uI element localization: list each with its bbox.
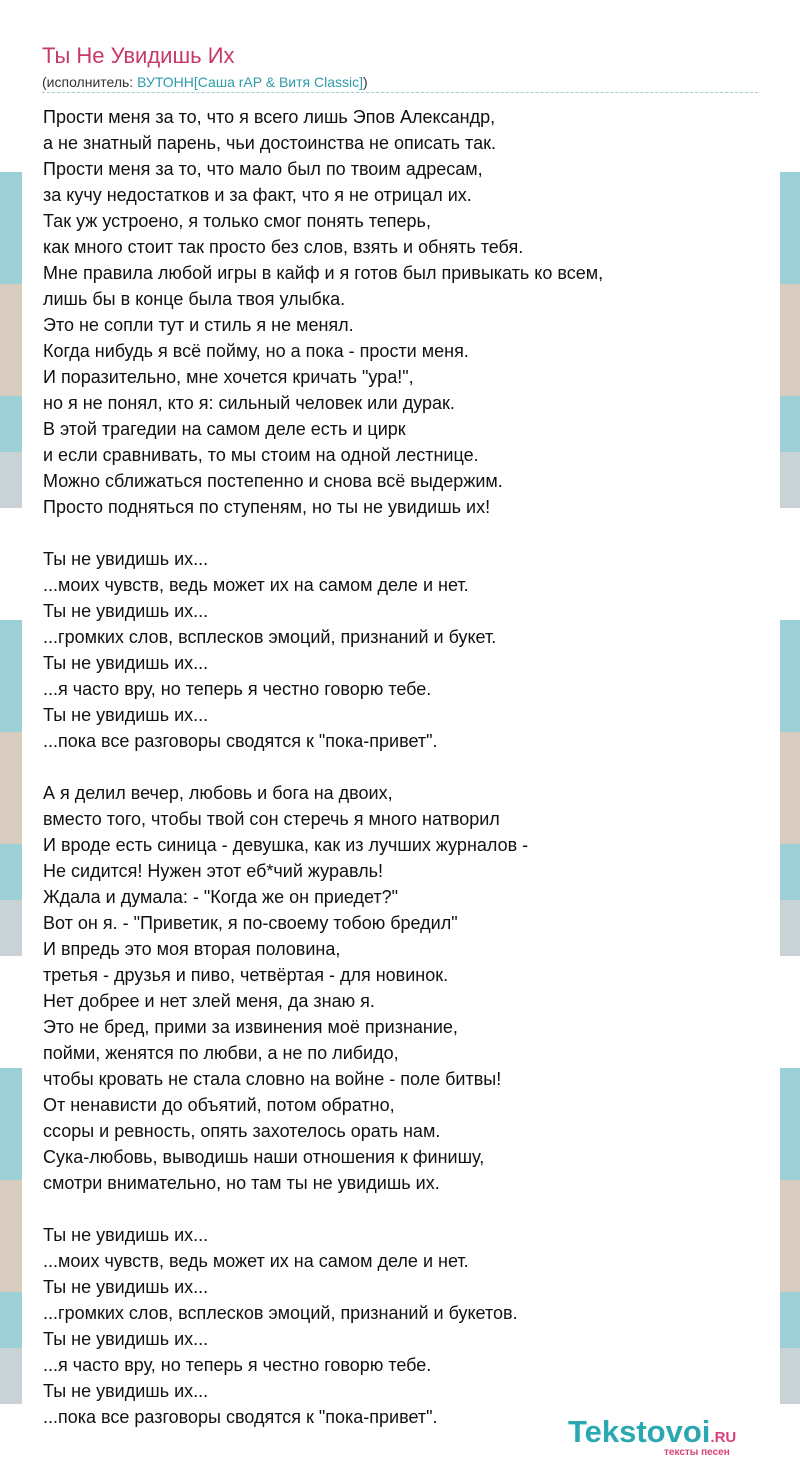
lyric-line: смотри внимательно, но там ты не увидишь их. <box>43 1173 440 1193</box>
stanza-break <box>43 754 759 780</box>
lyric-line: ...моих чувств, ведь может их на самом деле и нет. <box>43 575 469 595</box>
lyric-line: В этой трагедии на самом деле есть и цирк <box>43 419 406 439</box>
lyric-line: Просто подняться по ступеням, но ты не увидишь их! <box>43 497 491 517</box>
stanza-break <box>43 1196 759 1222</box>
artist-link[interactable]: ВУТОНН[Саша rAP & Витя Classic] <box>137 74 363 90</box>
lyric-line: Не сидится! Нужен этот еб*чий журавль! <box>43 861 384 881</box>
lyric-line: Когда нибудь я всё пойму, но а пока - прости меня. <box>43 341 469 361</box>
lyric-line: Прости меня за то, что я всего лишь Эпов Александр, <box>43 107 496 127</box>
lyric-line: Ты не увидишь их... <box>43 1277 209 1297</box>
lyric-line: Сука-любовь, выводишь наши отношения к финишу, <box>43 1147 485 1167</box>
lyric-line: Прости меня за то, что мало был по твоим адресам, <box>43 159 483 179</box>
lyric-line: Это не сопли тут и стиль я не менял. <box>43 315 354 335</box>
logo-tagline: тексты песен <box>664 1447 730 1458</box>
lyric-line: И вроде есть синица - девушка, как из лучших журналов - <box>43 835 529 855</box>
lyric-line: чтобы кровать не стала словно на войне - поле битвы! <box>43 1069 502 1089</box>
lyric-line: Так уж устроено, я только смог понять теперь, <box>43 211 431 231</box>
logo-tld: .RU <box>710 1429 737 1446</box>
lyric-line: Ты не увидишь их... <box>43 1225 209 1245</box>
artist-suffix: ) <box>363 74 368 90</box>
lyric-line: вместо того, чтобы твой сон стеречь я много натворил <box>43 809 500 829</box>
lyric-line: лишь бы в конце была твоя улыбка. <box>43 289 346 309</box>
lyric-line: и если сравнивать, то мы стоим на одной лестнице. <box>43 445 479 465</box>
stanza-break <box>43 520 759 546</box>
artist-line <box>42 73 758 91</box>
lyric-line: за кучу недостатков и за факт, что я не отрицал их. <box>43 185 472 205</box>
lyric-line: А я делил вечер, любовь и бога на двоих, <box>43 783 393 803</box>
lyric-line: Это не бред, прими за извинения моё признание, <box>43 1017 458 1037</box>
lyric-line: ...пока все разговоры сводятся к "пока-привет". <box>43 1407 438 1427</box>
logo-name: Tekstovoi <box>568 1414 711 1449</box>
lyric-line: От ненависти до объятий, потом обратно, <box>43 1095 395 1115</box>
lyric-line: ...пока все разговоры сводятся к "пока-привет". <box>43 731 438 751</box>
artist-prefix: (исполнитель: <box>42 74 138 90</box>
lyric-line: но я не понял, кто я: сильный человек или дурак. <box>43 393 455 413</box>
lyric-line: пойми, женятся по любви, а не по либидо, <box>43 1043 399 1063</box>
lyric-line: ...громких слов, всплесков эмоций, признаний и букетов. <box>43 1303 518 1323</box>
lyric-line: Ждала и думала: - "Когда же он приедет?" <box>43 887 399 907</box>
lyric-line: Ты не увидишь их... <box>43 549 209 569</box>
lyric-line: Можно сближаться постепенно и снова всё выдержим. <box>43 471 503 491</box>
lyric-line: Ты не увидишь их... <box>43 601 209 621</box>
lyric-line: Нет добрее и нет злей меня, да знаю я. <box>43 991 375 1011</box>
lyric-line: ...я часто вру, но теперь я честно говорю тебе. <box>43 679 432 699</box>
lyric-line: Мне правила любой игры в кайф и я готов был привыкать ко всем, <box>43 263 604 283</box>
lyric-line: ...громких слов, всплесков эмоций, признаний и букет. <box>43 627 497 647</box>
lyric-line: ссоры и ревность, опять захотелось орать нам. <box>43 1121 441 1141</box>
lyric-line: Ты не увидишь их... <box>43 653 209 673</box>
lyric-line: Вот он я. - "Приветик, я по-своему тобою бредил" <box>43 913 458 933</box>
lyrics-card <box>22 28 780 1460</box>
lyric-line: как много стоит так просто без слов, взять и обнять тебя. <box>43 237 524 257</box>
lyric-line: ...я часто вру, но теперь я честно говорю тебе. <box>43 1355 432 1375</box>
site-logo[interactable] <box>568 1416 778 1460</box>
lyric-line: И впредь это моя вторая половина, <box>43 939 341 959</box>
lyric-line: ...моих чувств, ведь может их на самом деле и нет. <box>43 1251 469 1271</box>
lyric-line: Ты не увидишь их... <box>43 1381 209 1401</box>
lyric-line: И поразительно, мне хочется кричать "ура!", <box>43 367 414 387</box>
lyric-line: Ты не увидишь их... <box>43 1329 209 1349</box>
lyric-line: третья - друзья и пиво, четвёртая - для новинок. <box>43 965 449 985</box>
title-divider <box>42 92 758 93</box>
song-title: Ты Не Увидишь Их <box>42 43 235 68</box>
lyrics-text <box>43 104 759 1430</box>
lyric-line: а не знатный парень, чьи достоинства не описать так. <box>43 133 496 153</box>
lyric-line: Ты не увидишь их... <box>43 705 209 725</box>
